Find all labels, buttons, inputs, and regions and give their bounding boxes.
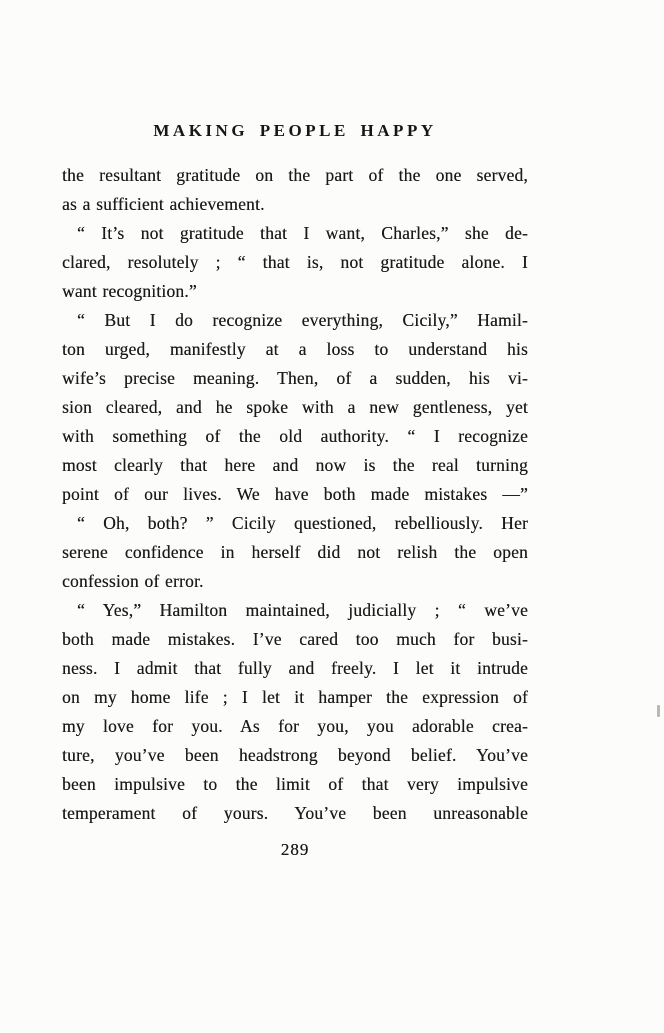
text-line: clared, resolutely ; “ that is, not gratitude alone. I (62, 252, 528, 272)
text-line: confession of error. (62, 571, 204, 591)
text-line: been impulsive to the limit of that very impulsive (62, 774, 528, 794)
text-line: “ Oh, both? ” Cicily questioned, rebelliously. Her (77, 513, 528, 533)
text-line: point of our lives. We have both made mistakes —” (62, 484, 528, 504)
text-line: want recognition.” (62, 281, 197, 301)
text-line: my love for you. As for you, you adorable crea- (62, 716, 528, 736)
text-line: serene confidence in herself did not relish the open (62, 542, 528, 562)
text-line: with something of the old authority. “ I recognize (62, 426, 528, 446)
text-line: “ But I do recognize everything, Cicily,” Hamil- (77, 310, 528, 330)
running-head: MAKING PEOPLE HAPPY (153, 121, 437, 140)
text-line: ness. I admit that fully and freely. I let it intrude (62, 658, 528, 678)
text-block (62, 161, 528, 828)
scan-artifact (657, 705, 660, 717)
text-line: temperament of yours. You’ve been unreasonable (62, 803, 528, 823)
text-line: sion cleared, and he spoke with a new gentleness, yet (62, 397, 528, 417)
text-line: ton urged, manifestly at a loss to understand his (62, 339, 528, 359)
text-line: ture, you’ve been headstrong beyond belief. You’ve (62, 745, 528, 765)
text-line: as a sufficient achievement. (62, 194, 265, 214)
text-line: wife’s precise meaning. Then, of a sudden, his vi- (62, 368, 528, 388)
text-line: “ Yes,” Hamilton maintained, judicially ; “ we’ve (77, 600, 528, 620)
text-line: “ It’s not gratitude that I want, Charles,” she de- (77, 223, 528, 243)
text-line: most clearly that here and now is the real turning (62, 455, 528, 475)
text-line: both made mistakes. I’ve cared too much for busi- (62, 629, 528, 649)
page-number: 289 (280, 840, 310, 859)
text-line: on my home life ; I let it hamper the expression of (62, 687, 528, 707)
text-line: the resultant gratitude on the part of the one served, (62, 165, 528, 185)
